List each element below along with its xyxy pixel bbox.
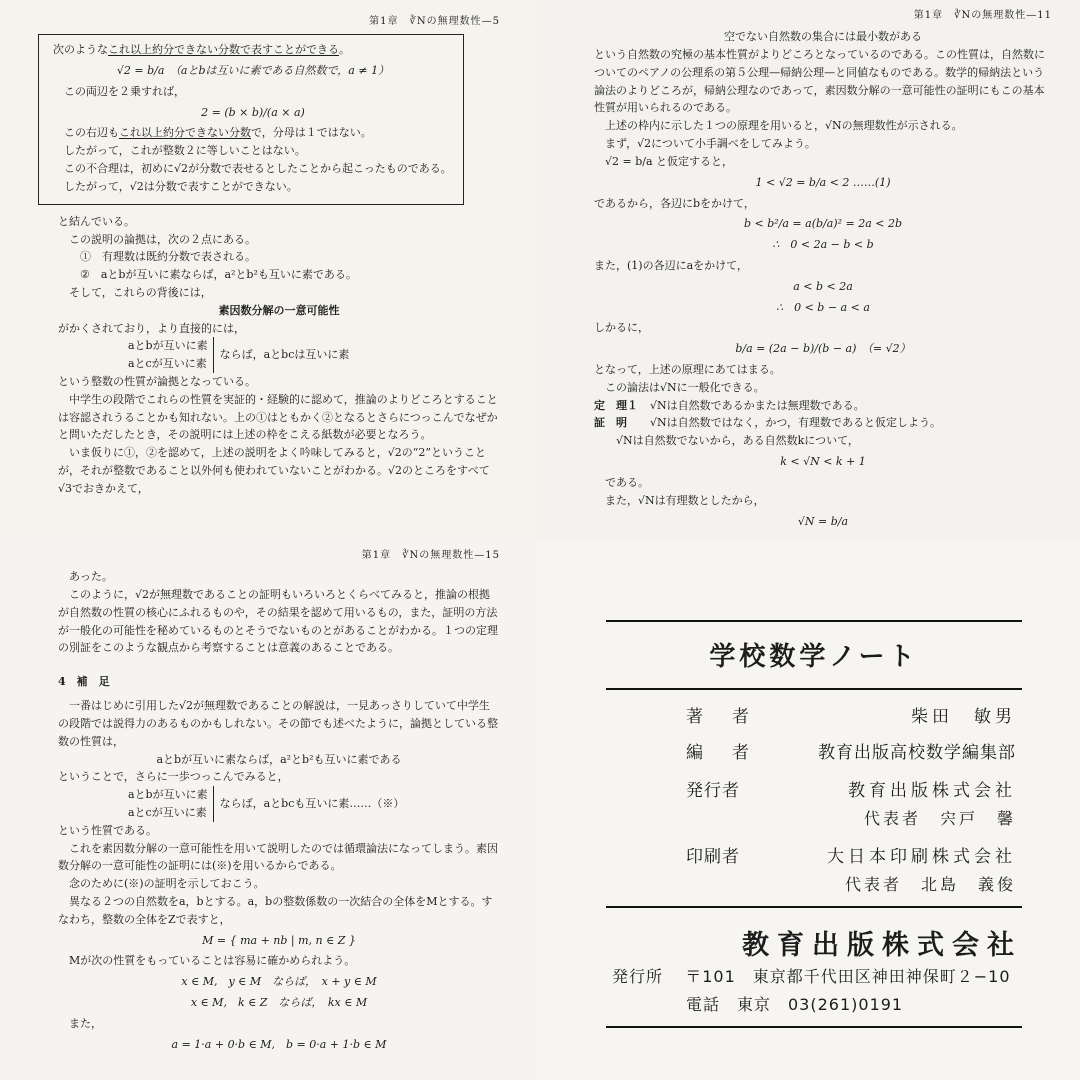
paragraph: 念のために(※)の証明を示しておこう。 — [69, 877, 265, 891]
book-title: 学校数学ノート — [709, 642, 919, 672]
paragraph: あった。 — [69, 570, 113, 584]
publisher-representative: 代表者 宍戸 馨 — [863, 809, 1016, 828]
equation: b < b²/a = a(b/a)² = 2a < 2b — [743, 217, 903, 231]
framed-proof-box — [38, 34, 464, 205]
editor-row — [686, 740, 1016, 768]
paragraph: という自然数の究極の基本性質がよりどころとなっているのである。この性質は，自然数についてのペアノの公理系の第５公理—帰納公理—と同値なものである。数学的帰納法という論法のよりどころが，帰納公理なのであって，素因数分解の一意可能性の証明にもこの基本性質が用いられるのである。 — [594, 48, 1045, 115]
box-line: したがって，これが整数２に等しいことはない。 — [64, 144, 306, 158]
book-page-15 — [0, 540, 540, 1080]
paragraph: 異なる２つの自然数をa，bとする。a，bの整数係数の一次結合の全体をMとする。すなわち，整数の全体をZで表すと， — [58, 895, 493, 926]
running-header: 第1章 ∛Nの無理数性—5 — [369, 16, 500, 27]
equation: ∴ 0 < b − a < a — [776, 300, 870, 314]
box-text: で，分母は１ではない。 — [251, 126, 372, 140]
paragraph: √Nは自然数でないから，ある自然数kについて， — [616, 434, 859, 448]
equation: x ∈ M, y ∈ M ならば， x + y ∈ M — [181, 975, 377, 989]
box-line — [53, 124, 453, 142]
paragraph: である。 — [605, 475, 649, 489]
editor-name: 教育出版高校数学編集部 — [818, 743, 1016, 763]
publisher-row — [686, 778, 1016, 806]
colophon-page — [540, 540, 1080, 1080]
paragraph: であるから，各辺にbをかけて， — [594, 196, 755, 210]
box-line — [53, 41, 453, 59]
paragraph: また，√Nは有理数としたから， — [605, 493, 765, 507]
phone-line: 電話 東京 03(261)0191 — [686, 995, 904, 1014]
paragraph: 一番はじめに引用した√2が無理数であることの解説は，一見あっさりしていて中学生の段階では説得力のあるものかもしれない。その節でも述べたように，論拠としている整数の性質は， — [58, 699, 498, 748]
rule-line — [606, 688, 1022, 690]
rule-line — [606, 620, 1022, 622]
paragraph: ということで，さらに一歩つっこんでみると， — [58, 770, 289, 784]
box-text: この右辺も — [64, 126, 119, 140]
address-label: 発行所 — [612, 967, 664, 986]
condition-line: aとbが互いに素 — [128, 339, 208, 353]
book-page-5 — [0, 0, 540, 540]
condition-line: aとbが互いに素 — [128, 788, 208, 802]
address-line — [612, 964, 1011, 990]
paragraph: しかるに， — [594, 321, 649, 335]
equation: a < b < 2a — [793, 279, 853, 293]
publisher-large: 教育出版株式会社 — [742, 930, 1022, 961]
equation: M = { ma + nb | m, n ∈ Z } — [202, 933, 356, 947]
underlined-text: これ以上約分できない分数 — [119, 126, 251, 140]
rule-line — [606, 1026, 1022, 1028]
equation: √N = b/a — [797, 514, 849, 528]
equation: 1 < √2 = b/a < 2 ……(1) — [755, 175, 891, 189]
theorem-text: √Nは自然数であるかまたは無理数である。 — [650, 398, 865, 412]
brace-condition — [58, 337, 500, 373]
paragraph: という整数の性質が論拠となっている。 — [58, 375, 256, 388]
running-header: 第1章 ∛Nの無理数性—15 — [361, 550, 500, 561]
heading: 素因数分解の一意可能性 — [218, 303, 340, 317]
paragraph: 中学生の段階でこれらの性質を実証的・経験的に認めて，推論のよりどころとすることは容認されうることかも知れない。上の①はともかく②となるとさらにつっこんでなぜかと問いただしたとき，その説明には上述の枠をこえる紙数が必要となろう。 — [58, 392, 498, 442]
equation: a = 1·a + 0·b ∈ M, b = 0·a + 1·b ∈ M — [171, 1037, 387, 1051]
list-item: ① 有理数は既約分数で表される。 — [80, 250, 256, 264]
statement: aとbが互いに素ならば，a²とb²も互いに素である — [156, 752, 402, 766]
paragraph: この論法は√Nに一般化できる。 — [605, 380, 765, 394]
list-item: ② aとbが互いに素ならば，a²とb²も互いに素である。 — [80, 268, 357, 282]
paragraph: そして，これらの背後には， — [69, 285, 212, 299]
paragraph: √2 = b/a と仮定すると， — [605, 154, 734, 168]
author-row — [686, 704, 1016, 732]
paragraph: いま仮りに①，②を認めて，上述の説明をよく吟味してみると，√2の“2”ということが，それが整数であること以外何も使われていないことがわかる。√2のところをすべて√3でおきかえて， — [58, 446, 490, 495]
condition-result: ならば，aとbcも互いに素……（※） — [219, 797, 405, 811]
box-line: この両辺を２乗すれば， — [64, 84, 185, 98]
printer-row — [686, 844, 1016, 872]
brace-lines — [128, 337, 214, 373]
box-line: したがって，√2は分数で表すことができない。 — [64, 179, 298, 193]
paragraph: Mが次の性質をもっていることは容易に確かめられよう。 — [69, 954, 356, 968]
paragraph: また， — [69, 1016, 102, 1030]
brace-condition — [58, 786, 500, 822]
box-text: 次のような — [53, 43, 108, 57]
printer-representative: 代表者 北島 義俊 — [844, 875, 1016, 894]
rule-line — [606, 906, 1022, 908]
theorem-label: 定 理１ — [594, 398, 638, 412]
equation: x ∈ M, k ∈ Z ならば， kx ∈ M — [190, 996, 368, 1010]
paragraph: がかくされており，より直接的には， — [58, 321, 245, 335]
paragraph: まず，√2について小手調べをしてみよう。 — [605, 137, 816, 151]
equation: √2 = b/a （aとbは互いに素である自然数で，a ≠ 1） — [116, 64, 390, 77]
paragraph: これを素因数分解の一意可能性を用いて説明したのでは循環論法になってしまう。素因数分解の一意可能性の証明には(※)を用いるからである。 — [58, 841, 498, 873]
underlined-text: これ以上約分できない分数で表すことができる — [108, 43, 339, 57]
publisher-name: 教育出版株式会社 — [848, 781, 1016, 801]
book-page-11 — [540, 0, 1080, 540]
equation: 2 = (b × b)/(a × a) — [201, 105, 305, 119]
condition-line: aとcが互いに素 — [128, 357, 207, 371]
theorem — [594, 397, 1052, 415]
box-text: 。 — [339, 43, 350, 57]
author-name: 柴田 敏男 — [911, 707, 1016, 727]
paragraph: と結んでいる。 — [58, 214, 135, 228]
paragraph: という性質である。 — [58, 823, 157, 837]
printer-name: 大日本印刷株式会社 — [827, 847, 1016, 867]
paragraph: となって，上述の原理にあてはまる。 — [594, 363, 781, 376]
condition-result: ならば，aとbcは互いに素 — [219, 348, 350, 362]
publisher-label: 発行者 — [686, 781, 740, 801]
proof-text: √Nは自然数ではなく，かつ，有理数であると仮定しよう。 — [650, 416, 941, 430]
editor-label: 編 者 — [686, 743, 755, 763]
section-heading: 4 補 足 — [58, 675, 110, 689]
paragraph: このように，√2が無理数であることの証明もいろいろとくらべてみると，推論の根拠が自然数の性質の核心にふれるものや，その結果を認めて用いるもの，また，証明の方法が一般化の可能性を秘めているものとそうでないものとがあることがわかる。１つの定理の別証をこのような観点から考察することは意義のあることである。 — [58, 588, 498, 655]
paragraph: この説明の論拠は，次の２点にある。 — [69, 232, 256, 246]
proof-label: 証 明 — [594, 416, 627, 430]
principle-line: 空でない自然数の集合には最小数がある — [724, 30, 922, 44]
proof — [594, 414, 1052, 432]
paragraph: また，(1)の各辺にaをかけて， — [594, 258, 748, 272]
paragraph: 上述の枠内に示した１つの原理を用いると，√Nの無理数性が示される。 — [605, 119, 963, 133]
printer-label: 印刷者 — [686, 847, 740, 867]
box-line: この不合理は，初めに√2が分数で表せるとしたことから起こったものである。 — [64, 162, 452, 176]
brace-lines — [128, 786, 214, 822]
author-label: 著 者 — [686, 707, 755, 727]
equation: k < √N < k + 1 — [780, 455, 866, 469]
equation: ∴ 0 < 2a − b < b — [772, 238, 874, 252]
running-header: 第1章 ∛Nの無理数性—11 — [913, 10, 1052, 21]
condition-line: aとcが互いに素 — [128, 805, 207, 819]
address-text: 〒101 東京都千代田区神田神保町２−10 — [685, 967, 1011, 986]
equation: b/a = (2a − b)/(b − a) （= √2） — [735, 342, 911, 356]
